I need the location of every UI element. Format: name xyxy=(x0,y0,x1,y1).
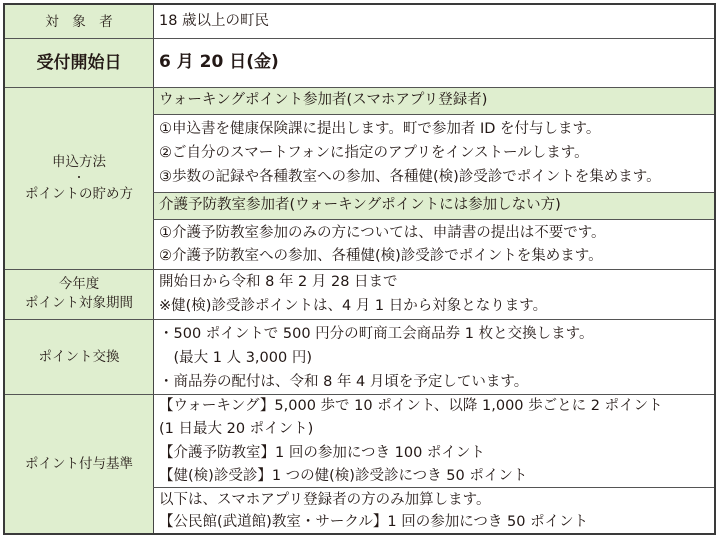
label-target xyxy=(5,5,153,38)
row-divider xyxy=(5,87,714,88)
criteria-line-4: 【健(検)診受診】1 つの健(検)診受診につき 50 ポイント xyxy=(159,468,528,484)
row-divider xyxy=(5,319,714,320)
label-target-text: 対 象 者 xyxy=(45,13,113,30)
criteria-app-line-1: 以下は、スマホアプリ登録者の方のみ加算します。 xyxy=(159,492,491,508)
care-step-1: ①介護予防教室参加のみの方については、申請書の提出は不要です。 xyxy=(159,225,606,241)
label-period-line1: 今年度 xyxy=(58,276,100,292)
label-method xyxy=(5,87,153,269)
start-date-value: 6 月 20 日(金) xyxy=(159,52,279,72)
label-period xyxy=(5,269,153,319)
label-exchange-text: ポイント交換 xyxy=(38,348,120,365)
sub-divider xyxy=(153,114,714,115)
label-exchange xyxy=(5,319,153,394)
label-start-text: 受付開始日 xyxy=(36,52,122,73)
label-period-line2: ポイント対象期間 xyxy=(25,295,133,311)
row-divider xyxy=(5,269,714,270)
label-method-line2: ・ xyxy=(73,171,85,184)
criteria-app-line-2: 【公民館(武道館)教室・サークル】1 回の参加につき 50 ポイント xyxy=(159,514,589,530)
label-start xyxy=(5,38,153,87)
period-line-1: 開始日から令和 8 年 2 月 28 日まで xyxy=(159,274,398,290)
info-table xyxy=(3,3,716,535)
label-method-line1: 申込方法 xyxy=(52,154,106,170)
criteria-line-3: 【介護予防教室】1 回の参加につき 100 ポイント xyxy=(159,445,485,461)
criteria-line-1: 【ウォーキング】5,000 歩で 10 ポイント、以降 1,000 歩ごとに 2 ポイント xyxy=(159,398,663,414)
label-method-line3: ポイントの貯め方 xyxy=(25,186,133,202)
walking-step-2: ②ご自分のスマートフォンに指定のアプリをインストールします。 xyxy=(159,145,589,161)
walking-step-1: ①申込書を健康保険課に提出します。町で参加者 ID を付与します。 xyxy=(159,121,601,137)
care-header: 介護予防教室参加者(ウォーキングポイントには参加しない方) xyxy=(159,197,561,213)
period-line-2: ※健(検)診受診ポイントは、4 月 1 日から対象となります。 xyxy=(159,298,548,314)
criteria-line-2: (1 日最大 20 ポイント) xyxy=(159,421,314,437)
label-criteria xyxy=(5,394,153,533)
sub-divider xyxy=(153,219,714,220)
exchange-line-3: ・商品券の配付は、令和 8 年 4 月頃を予定しています。 xyxy=(159,374,529,390)
walking-step-3: ③歩数の記録や各種教室への参加、各種健(検)診受診でポイントを集めます。 xyxy=(159,169,661,185)
sub-divider xyxy=(153,192,714,193)
target-value: 18 歳以上の町民 xyxy=(159,13,270,29)
care-step-2: ②介護予防教室への参加、各種健(検)診受診でポイントを集めます。 xyxy=(159,248,603,264)
row-divider xyxy=(5,38,714,39)
sub-divider xyxy=(153,487,714,488)
walking-header: ウォーキングポイント参加者(スマホアプリ登録者) xyxy=(159,92,488,108)
exchange-line-1: ・500 ポイントで 500 円分の町商工会商品券 1 枚と交換します。 xyxy=(159,326,594,342)
label-criteria-text: ポイント付与基準 xyxy=(25,455,133,472)
exchange-line-2: (最大 1 人 3,000 円) xyxy=(159,350,312,366)
